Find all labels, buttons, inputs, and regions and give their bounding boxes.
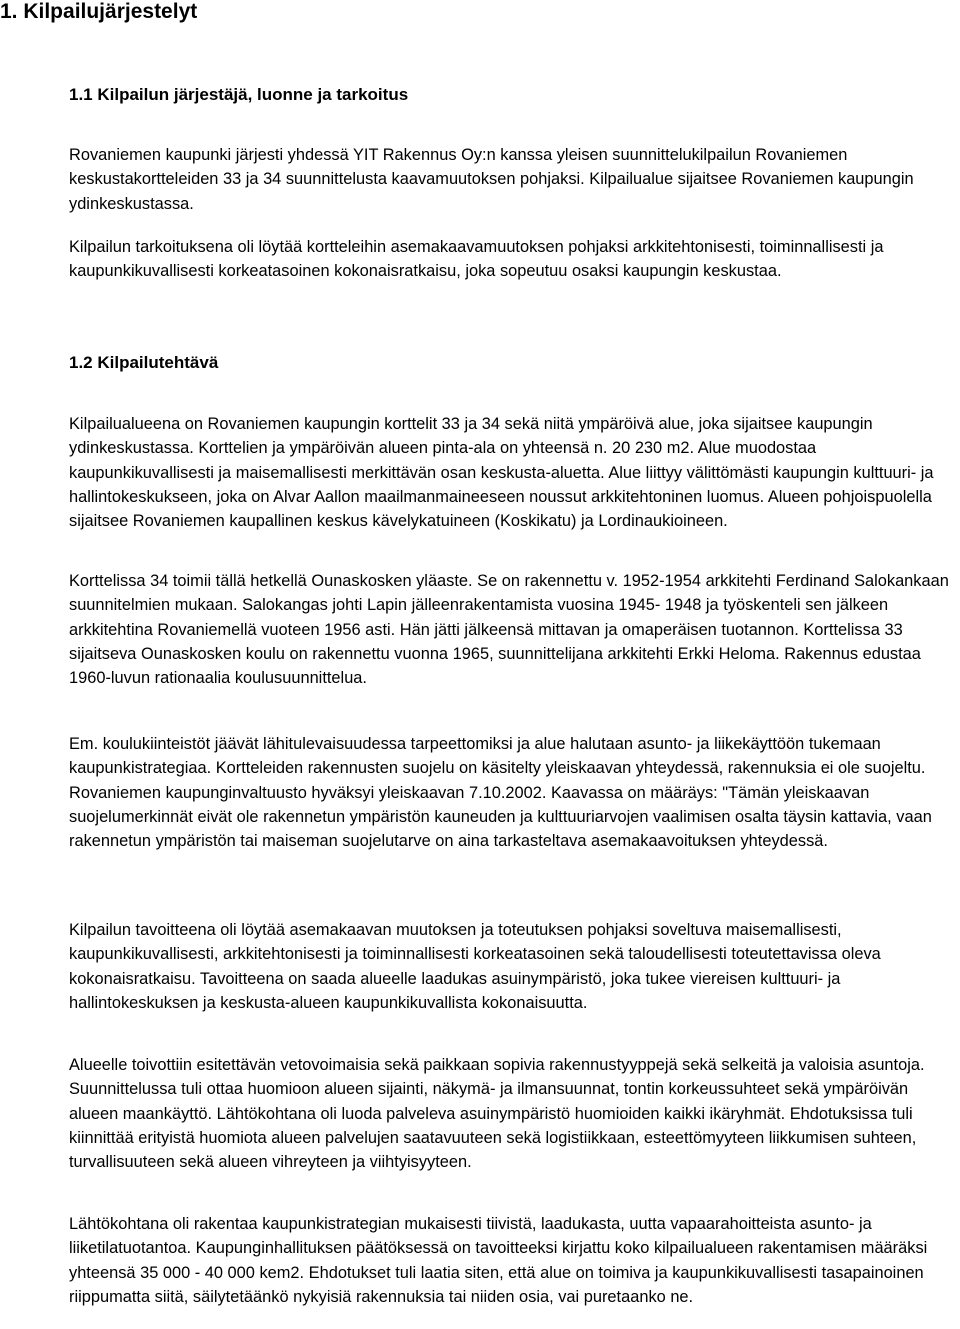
paragraph-1-2-5: Alueelle toivottiin esitettävän vetovoimaisia sekä paikkaan sopivia rakennustyyppejä sekä selkeitä ja valoisia asuntoja. Suunnittelussa tuli ottaa huomioon alueen sijainti, näkymä- ja ilmansuunnat, tontin korkeussuhteet sekä ympäröivän alueen maankäyttö. Lähtökohtana oli luoda palveleva asuinympäristö huomioiden kaikki ikäryhmät. Ehdotuksissa tuli kiinnittää erityistä huomiota alueen palvelujen saatavuuteen sekä logistiikkaan, esteettömyyteen liikkumisen suhteen, turvallisuuteen sekä alueen vihreyteen ja viihtyisyyteen. [69, 1056, 925, 1172]
paragraph-1-2-2: Korttelissa 34 toimii tällä hetkellä Ounaskosken yläaste. Se on rakennettu v. 1952-1954 arkkitehti Ferdinand Salokankaan suunnitelmien mukaan. Salokangas johti Lapin jälleenrakentamista vuosina 1945- 1948 ja työskenteli sen jälkeen arkkitehtina Rovaniemellä vuoteen 1956 asti. Hän jätti jälkeensä mittavan ja omaperäisen tuotannon. Korttelissa 33 sijaitseva Ounaskosken koulu on rakennettu vuonna 1965, suunnittelijana arkkitehti Erkki Heloma. Rakennus edustaa 1960-luvun rationaalia koulusuunnittelua. [69, 572, 949, 688]
section-heading-1-2: 1.2 Kilpailutehtävä [69, 353, 219, 372]
section-heading-1-1: 1.1 Kilpailun järjestäjä, luonne ja tarkoitus [69, 85, 409, 104]
paragraph-1-1-1: Rovaniemen kaupunki järjesti yhdessä YIT Rakennus Oy:n kanssa yleisen suunnittelukilpailun Rovaniemen keskustakortteleiden 33 ja 34 suunnittelusta kaavamuutoksen pohjaksi. Kilpailualue sijaitsee Rovaniemen kaupungin ydinkeskustassa. [69, 146, 914, 213]
document-title: 1. Kilpailujärjestelyt [0, 0, 198, 23]
paragraph-1-2-6: Lähtökohtana oli rakentaa kaupunkistrategian mukaisesti tiivistä, laadukasta, uutta vapaarahoitteista asunto- ja liiketilatuotantoa. Kaupunginhallituksen päätöksessä on tavoitteeksi kirjattu koko kilpailualueen rakentamisen määräksi yhteensä 35 000 - 40 000 kem2. Ehdotukset tuli laatia siten, että alue on toimiva ja kaupunkikuvallisesti tasapainoinen riippumatta siitä, säilytetäänkö nykyisiä rakennuksia tai niiden osia, vai puretaanko ne. [69, 1215, 928, 1306]
paragraph-1-2-3: Em. koulukiinteistöt jäävät lähitulevaisuudessa tarpeettomiksi ja alue halutaan asunto- ja liikekäyttöön tukemaan kaupunkistrategiaa. Kortteleiden rakennusten suojelu on käsitelty yleiskaavan yhteydessä, rakennuksia ei ole suojeltu. Rovaniemen kaupunginvaltuusto hyväksyi yleiskaavan 7.10.2002. Kaavassa on määräys: "Tämän yleiskaavan suojelumerkinnät eivät ole rakennetun ympäristön kauneuden ja kulttuuriarvojen vaalimisen osalta täysin kattavia, vaan rakennetun ympäristön tai maiseman suojelutarve on aina tarkasteltava asemakaavoituksen yhteydessä. [69, 735, 932, 851]
paragraph-1-2-1: Kilpailualueena on Rovaniemen kaupungin korttelit 33 ja 34 sekä niitä ympäröivä alue, joka sijaitsee kaupungin ydinkeskustassa. Korttelien ja ympäröivän alueen pinta-ala on yhteensä n. 20 230 m2. Alue muodostaa kaupunkikuvallisesti ja maisemallisesti merkittävän osan keskusta-aluetta. Alue liittyy välittömästi kaupungin kulttuuri- ja hallintokeskukseen, joka on Alvar Aallon maailmanmaineeseen noussut arkkitehtoninen luomus. Alueen pohjoispuolella sijaitsee Rovaniemen kaupallinen keskus kävelykatuineen (Koskikatu) ja Lordinaukioineen. [69, 415, 934, 531]
paragraph-1-2-4: Kilpailun tavoitteena oli löytää asemakaavan muutoksen ja toteutuksen pohjaksi soveltuva maisemallisesti, kaupunkikuvallisesti, arkkitehtonisesti ja toiminnallisesti korkeatasoinen sekä taloudellisesti toteutettavissa oleva kokonaisratkaisu. Tavoitteena on saada alueelle laadukas asuinympäristö, joka tukee viereisen kulttuuri- ja hallintokeskuksen ja keskusta-alueen kaupunkikuvallista kokonaisuutta. [69, 921, 881, 1012]
paragraph-1-1-2: Kilpailun tarkoituksena oli löytää kortteleihin asemakaavamuutoksen pohjaksi arkkitehtonisesti, toiminnallisesti ja kaupunkikuvallisesti korkeatasoinen kokonaisratkaisu, joka sopeutuu osaksi kaupungin keskustaa. [69, 238, 884, 281]
